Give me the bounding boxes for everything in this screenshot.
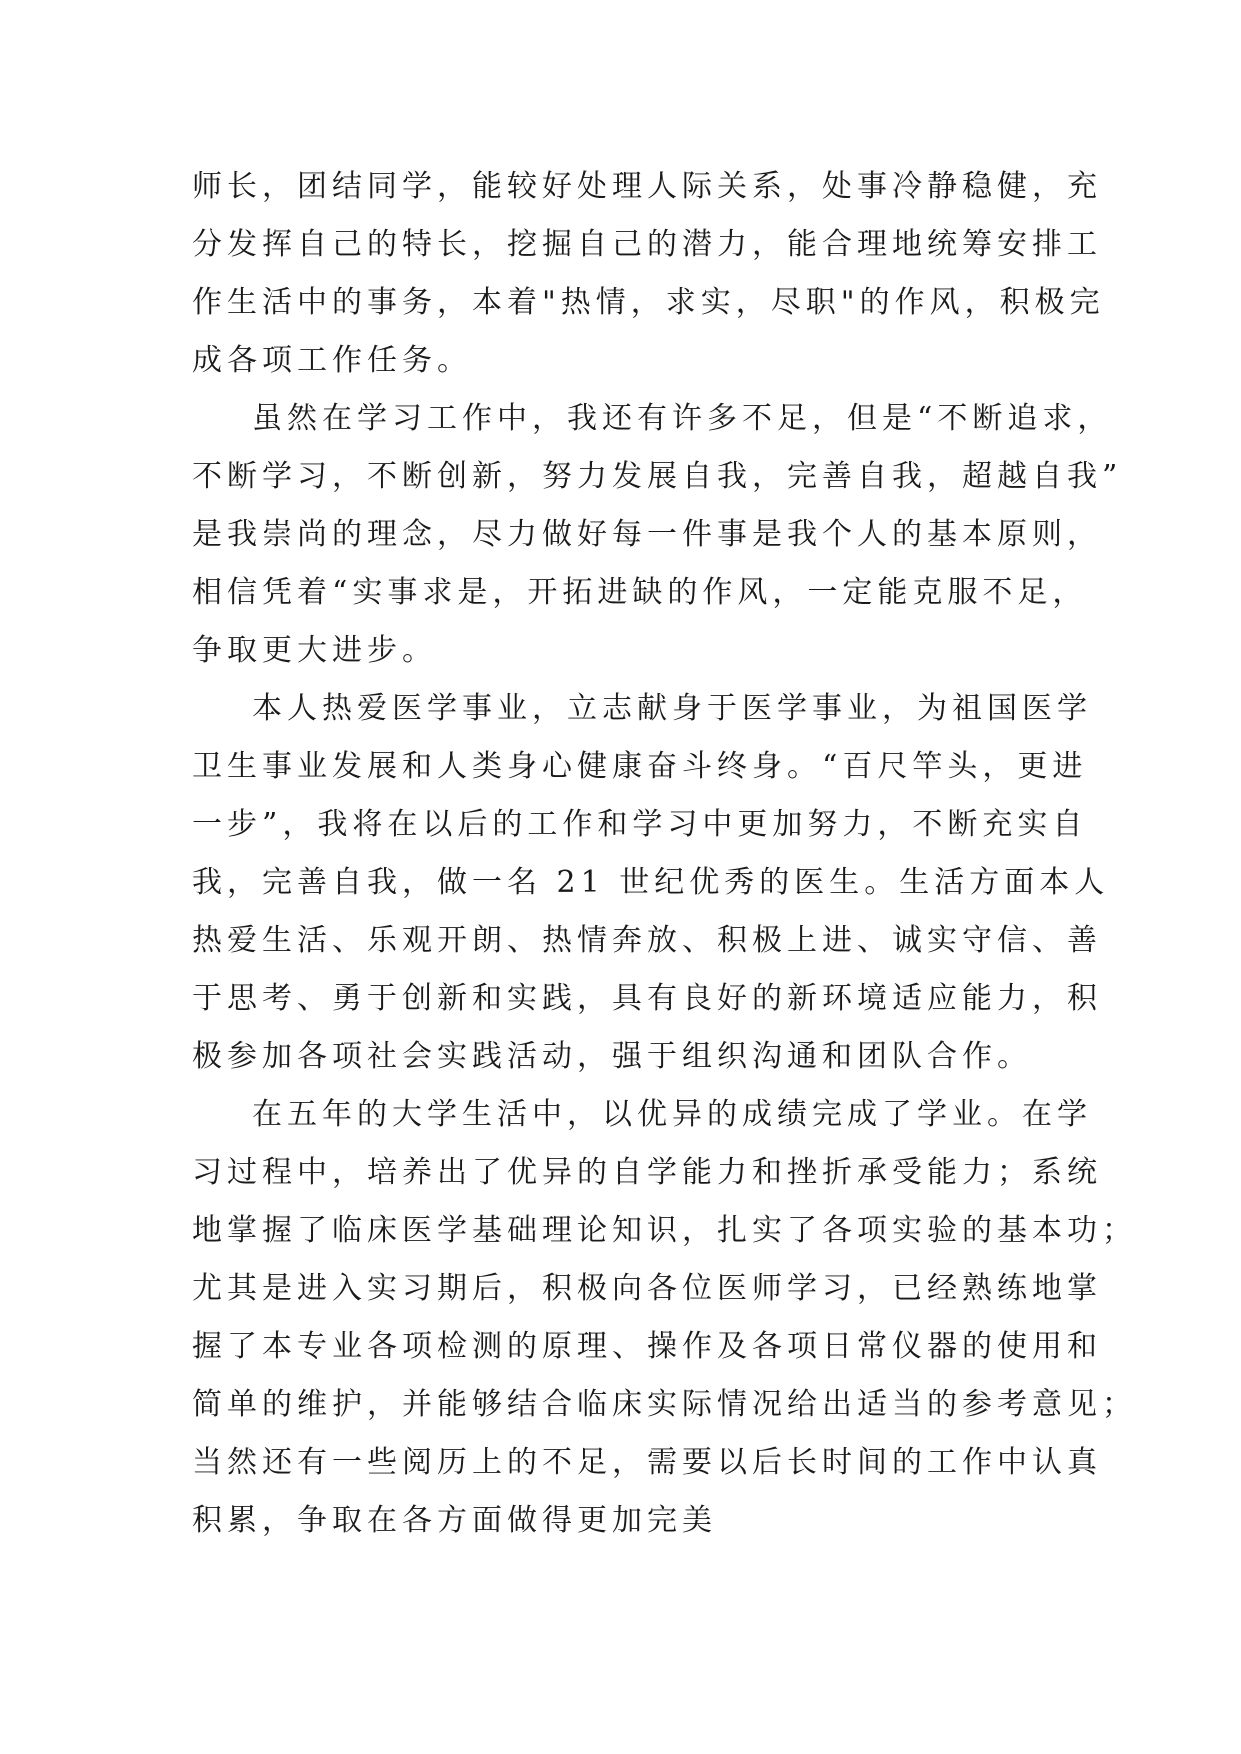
paragraph-line: 本人热爱医学事业，立志献身于医学事业，为祖国医学 bbox=[252, 691, 1092, 726]
paragraph-line: 是我崇尚的理念，尽力做好每一件事是我个人的基本原则， bbox=[192, 517, 1102, 552]
paragraph-line: 我，完善自我，做一名 21 世纪优秀的医生。生活方面本人 bbox=[192, 865, 1110, 900]
paragraph-4 bbox=[192, 1086, 1137, 1550]
paragraph-line: 相信凭着“实事求是，开拓进缺的作风，一定能克服不足， bbox=[192, 575, 1088, 610]
document-body bbox=[192, 158, 1137, 1550]
paragraph-line: 不断学习，不断创新，努力发展自我，完善自我，超越自我” bbox=[192, 459, 1123, 494]
paragraph-3 bbox=[192, 680, 1110, 1086]
paragraph-line: 尤其是进入实习期后，积极向各位医师学习，已经熟练地掌 bbox=[192, 1271, 1102, 1306]
paragraph-line: 极参加各项社会实践活动，强于组织沟通和团队合作。 bbox=[192, 1039, 1032, 1074]
paragraph-line: 热爱生活、乐观开朗、热情奔放、积极上进、诚实守信、善 bbox=[192, 923, 1102, 958]
paragraph-line: 分发挥自己的特长，挖掘自己的潜力，能合理地统筹安排工 bbox=[192, 227, 1102, 262]
paragraph-line: 当然还有一些阅历上的不足，需要以后长时间的工作中认真 bbox=[192, 1445, 1102, 1480]
paragraph-line: 地掌握了临床医学基础理论知识，扎实了各项实验的基本功； bbox=[192, 1213, 1137, 1248]
paragraph-line: 握了本专业各项检测的原理、操作及各项日常仪器的使用和 bbox=[192, 1329, 1102, 1364]
paragraph-2 bbox=[192, 390, 1123, 680]
paragraph-1 bbox=[192, 158, 1105, 390]
paragraph-line: 简单的维护，并能够结合临床实际情况给出适当的参考意见； bbox=[192, 1387, 1137, 1422]
paragraph-line: 虽然在学习工作中，我还有许多不足，但是“不断追求， bbox=[252, 401, 1113, 436]
paragraph-line: 争取更大进步。 bbox=[192, 633, 437, 668]
paragraph-line: 积累，争取在各方面做得更加完美 bbox=[192, 1503, 717, 1538]
paragraph-line: 在五年的大学生活中，以优异的成绩完成了学业。在学 bbox=[252, 1097, 1092, 1132]
paragraph-line: 一步”，我将在以后的工作和学习中更加努力，不断充实自 bbox=[192, 807, 1088, 842]
paragraph-line: 习过程中，培养出了优异的自学能力和挫折承受能力；系统 bbox=[192, 1155, 1102, 1190]
paragraph-line: 作生活中的事务，本着"热情，求实，尽职"的作风，积极完 bbox=[192, 285, 1105, 320]
paragraph-line: 于思考、勇于创新和实践，具有良好的新环境适应能力，积 bbox=[192, 981, 1102, 1016]
paragraph-line: 卫生事业发展和人类身心健康奋斗终身。“百尺竿头，更进 bbox=[192, 749, 1088, 784]
paragraph-line: 师长，团结同学，能较好处理人际关系，处事冷静稳健，充 bbox=[192, 169, 1102, 204]
paragraph-line: 成各项工作任务。 bbox=[192, 343, 472, 378]
